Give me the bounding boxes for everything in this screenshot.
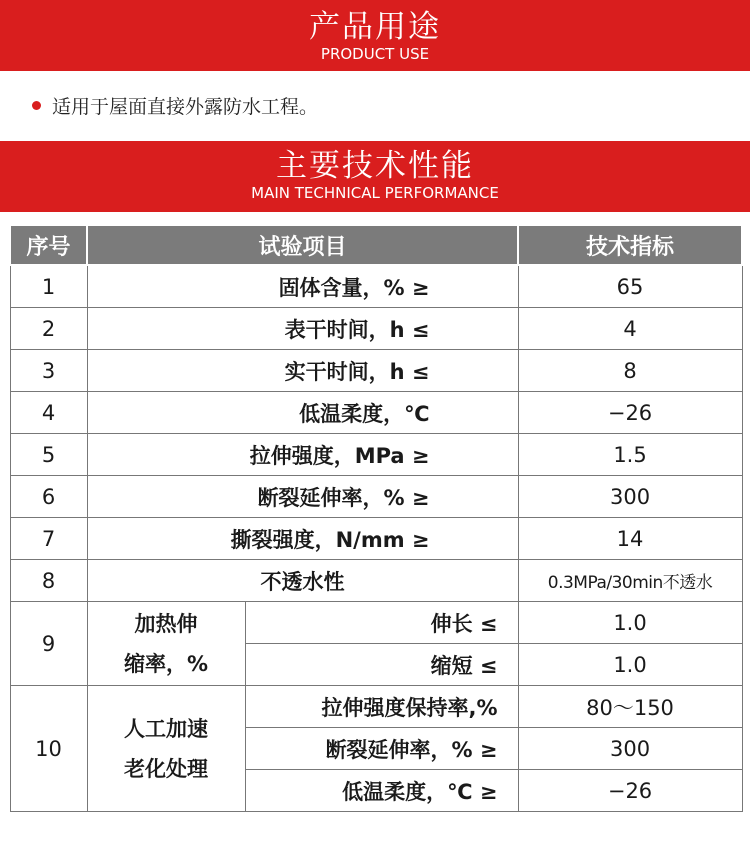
group-label-line: 缩率，% — [123, 651, 209, 676]
group-label — [87, 686, 245, 812]
product-use-item — [32, 92, 318, 118]
row-item: 表干时间，h ≤ — [87, 308, 518, 350]
row-item: 断裂延伸率，% ≥ — [87, 476, 518, 518]
row-no: 2 — [10, 308, 87, 350]
row-item: 撕裂强度，N/mm ≥ — [87, 518, 518, 560]
product-use-subtitle: PRODUCT USE — [320, 45, 430, 63]
bullet-dot-icon — [32, 101, 41, 110]
row-no: 7 — [10, 518, 87, 560]
table-header-row — [10, 225, 742, 265]
row-value: 300 — [518, 728, 742, 770]
product-use-text: 适用于屋面直接外露防水工程。 — [52, 95, 319, 118]
tech-performance-subtitle: MAIN TECHNICAL PERFORMANCE — [251, 184, 499, 202]
row-item: 拉伸强度，MPa ≥ — [87, 434, 518, 476]
tech-performance-title: 主要技术性能 — [276, 148, 474, 184]
table-row — [10, 518, 742, 560]
row-value: 4 — [518, 308, 742, 350]
row-value: 80～150 — [518, 686, 742, 728]
group-label-line: 老化处理 — [124, 756, 208, 781]
sub-item: 断裂延伸率，% ≥ — [245, 728, 518, 770]
tech-performance-banner — [0, 141, 750, 212]
row-no: 6 — [10, 476, 87, 518]
row-value: 8 — [518, 350, 742, 392]
row-value: 1.0 — [518, 602, 742, 644]
table-row — [10, 686, 742, 728]
row-no: 9 — [10, 602, 87, 686]
row-value: −26 — [518, 770, 742, 812]
sub-item: 缩短 ≤ — [245, 644, 518, 686]
table-row — [10, 308, 742, 350]
table-row — [10, 476, 742, 518]
row-no: 10 — [10, 686, 87, 812]
row-value: 14 — [518, 518, 742, 560]
group-label-line: 加热伸 — [134, 611, 198, 636]
table-row — [10, 434, 742, 476]
row-value: 65 — [518, 265, 742, 308]
row-value: 300 — [518, 476, 742, 518]
table-row — [10, 392, 742, 434]
table-row — [10, 265, 742, 308]
table-row — [10, 560, 742, 602]
row-item: 不透水性 — [87, 560, 518, 602]
table-row — [10, 602, 742, 644]
sub-item: 伸长 ≤ — [245, 602, 518, 644]
row-no: 5 — [10, 434, 87, 476]
row-value: 1.0 — [518, 644, 742, 686]
group-label-line: 人工加速 — [124, 716, 208, 741]
header-no: 序号 — [10, 225, 87, 265]
product-use-title: 产品用途 — [309, 9, 441, 45]
row-item: 低温柔度，℃ — [87, 392, 518, 434]
row-value: 1.5 — [518, 434, 742, 476]
header-value: 技术指标 — [518, 225, 742, 265]
sub-item: 拉伸强度保持率,% — [245, 686, 518, 728]
group-label — [87, 602, 245, 686]
product-use-banner — [0, 0, 750, 71]
spec-table — [9, 224, 743, 812]
header-item: 试验项目 — [87, 225, 518, 265]
row-item: 实干时间，h ≤ — [87, 350, 518, 392]
row-value: −26 — [518, 392, 742, 434]
table-row — [10, 350, 742, 392]
row-value: 0.3MPa/30min不透水 — [518, 560, 742, 602]
sub-item: 低温柔度，℃ ≥ — [245, 770, 518, 812]
row-no: 1 — [10, 265, 87, 308]
row-no: 3 — [10, 350, 87, 392]
row-item: 固体含量，% ≥ — [87, 265, 518, 308]
row-no: 4 — [10, 392, 87, 434]
row-no: 8 — [10, 560, 87, 602]
